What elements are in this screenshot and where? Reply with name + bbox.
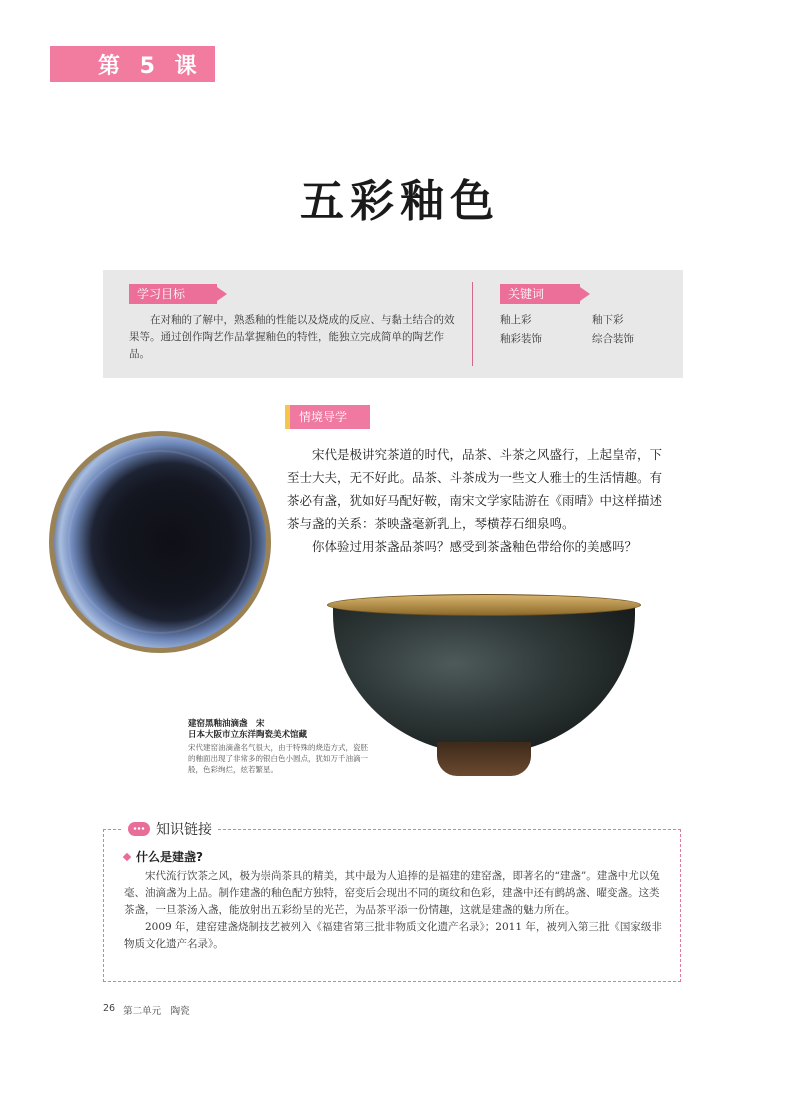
goals-text: 在对釉的了解中，熟悉釉的性能以及烧成的反应、与黏土结合的效果等。通过创作陶艺作品掌握釉色的特性，能独立完成简单的陶艺作品。 [129, 314, 455, 360]
lesson-number: 第 5 课 [98, 54, 203, 79]
context-text [287, 443, 667, 558]
knowledge-paragraph: 2009 年，建窑建盏烧制技艺被列入《福建省第三批非物质文化遗产名录》；2011 年，被列入第三批《国家级非物质文化遗产名录》。 [124, 921, 662, 950]
bowl-body [333, 604, 635, 754]
knowledge-text [124, 868, 664, 953]
keyword-list [500, 312, 660, 346]
image-caption [188, 719, 368, 741]
knowledge-link-box [103, 822, 681, 982]
bowl-foot [437, 742, 531, 776]
goals-panel [103, 270, 683, 378]
keyword-item: 综合装饰 [592, 333, 634, 345]
context-paragraph: 你体验过用茶盏品茶吗？感受到茶盏釉色带给你的美感吗？ [312, 539, 638, 554]
context-label: 情境导学 [285, 405, 370, 429]
caption-title: 建窑黑釉油滴盏 宋 [188, 719, 265, 729]
context-paragraph: 宋代是极讲究茶道的时代，品茶、斗茶之风盛行，上起皇帝，下至士大夫，无不好此。品茶、斗茶成为一些文人雅士的生活情趣。有茶必有盏，犹如好马配好鞍，南宋文学家陆游在《雨晴》中这样描述茶与盏的关系：茶映盏毫新乳上，琴横荐石细泉鸣。 [287, 447, 663, 531]
keyword-item: 釉彩装饰 [500, 333, 542, 345]
knowledge-question [124, 848, 203, 865]
speech-bubble-icon [128, 822, 150, 836]
keywords-label: 关键词 [500, 284, 580, 304]
page-title: 五彩釉色 [300, 176, 500, 227]
page-footer [103, 1003, 190, 1017]
knowledge-title: 知识链接 [156, 822, 212, 838]
knowledge-paragraph: 宋代流行饮茶之风，极为崇尚茶具的精美，其中最为人追捧的是福建的建窑盏，即著名的“建盏”。建盏中尤以兔毫、油滴盏为上品。制作建盏的釉色配方独特，窑变后会现出不同的斑纹和色彩，建盏中还有鹧鸪盏、曜变盏。这类茶盏，一旦茶汤入盏，能放射出五彩纷呈的光芒，为品茶平添一份情趣，这就是建盏的魅力所在。 [124, 870, 660, 916]
bowl-inner-ring [68, 450, 252, 634]
bowl-rim [327, 594, 641, 616]
unit-name: 第二单元 陶瓷 [123, 1006, 190, 1017]
page-number: 26 [103, 1003, 116, 1014]
question-text: 什么是建盏? [136, 850, 203, 864]
goals-label: 学习目标 [129, 284, 217, 304]
keyword-item: 釉上彩 [500, 314, 532, 326]
lesson-tab [50, 46, 215, 82]
tea-bowl-top-view-image [49, 431, 271, 653]
caption-collection: 日本大阪市立东洋陶瓷美术馆藏 [188, 730, 308, 740]
knowledge-header [122, 816, 218, 842]
tea-bowl-side-view-image [327, 594, 641, 784]
diamond-bullet-icon [123, 852, 131, 860]
caption-description: 宋代建窑油滴盏名气很大，由于特殊的烧造方式，瓷胚的釉面出现了非常多的银白色小圆点，犹如万千油滴一般，色彩绚烂，炫若繁星。 [188, 743, 368, 774]
keyword-item: 釉下彩 [592, 314, 624, 326]
panel-divider [472, 282, 473, 366]
